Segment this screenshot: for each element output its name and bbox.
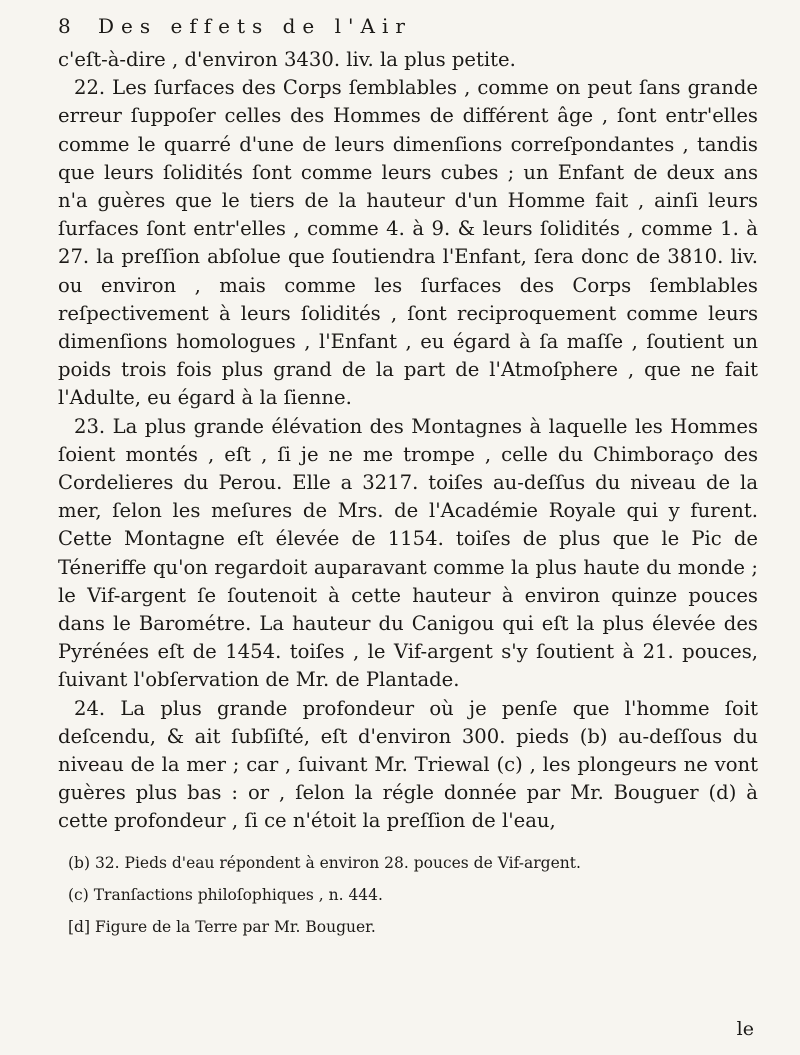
footnote-d: [d] Figure de la Terre par Mr. Bouguer. — [68, 917, 376, 936]
page-number: 8 — [58, 14, 71, 38]
page-header — [58, 14, 758, 44]
paragraph-24: 24. La plus grande profondeur où je penſe que l'homme ſoit deſcendu, & ait ſubſiſté, eſt d'environ 300. pieds (b) au-deſſous du niveau de la mer ; car , ſuivant Mr. Triewal (c) , les plongeurs ne vont guères plus bas : or , ſelon la régle donnée par Mr. Bouguer (d) à cette profondeur , ſi ce n'étoit la preſſion de l'eau, — [58, 696, 758, 833]
paragraph-continuation: c'eſt-à-dire , d'environ 3430. liv. la plus petite. — [58, 48, 516, 71]
running-title: Des effets de l'Air — [98, 14, 412, 38]
paragraph-23: 23. La plus grande élévation des Montagnes à laquelle les Hommes ſoient montés , eſt , ſi je ne me trompe , celle du Chimboraço des Cordelieres du Perou. Elle a 3217. toiſes au-deſſus du niveau de la mer, ſelon les meſures de Mrs. de l'Académie Royale qui y furent. Cette Montagne eſt élevée de 1154. toiſes de plus que le Pic de Téneriffe qu'on regardoit auparavant comme la plus haute du monde ; le Vif-argent ſe ſoutenoit à cette hauteur à environ quinze pouces dans le Barométre. La hauteur du Canigou qui eſt la plus élevée des Pyrénées eſt de 1454. toiſes , le Vif-argent s'y ſoutient à 21. pouces, ſuivant l'obſervation de Mr. de Plantade. — [58, 414, 758, 692]
book-page — [58, 14, 758, 1044]
body-text — [58, 46, 758, 836]
footnote-b: (b) 32. Pieds d'eau répondent à environ 28. pouces de Vif-argent. — [68, 853, 581, 872]
footnotes — [58, 852, 758, 938]
footnote-c: (c) Tranſactions philoſophiques , n. 444. — [68, 885, 383, 904]
paragraph-22: 22. Les ſurfaces des Corps ſemblables , comme on peut ſans grande erreur ſuppoſer celles des Hommes de différent âge , ſont entr'elles comme le quarré d'une de leurs dimenſions correſpondantes , tandis que leurs ſolidités ſont comme leurs cubes ; un Enfant de deux ans n'a guères que le tiers de la hauteur d'un Homme fait , ainſi leurs ſurfaces ſont entr'elles , comme 4. à 9. & leurs ſolidités , comme 1. à 27. la preſſion abſolue que ſoutiendra l'Enfant, ſera donc de 3810. liv. ou environ , mais comme les ſurfaces des Corps ſemblables reſpectivement à leurs ſolidités , ſont reciproquement comme leurs dimenſions homologues , l'Enfant , eu égard à ſa maſſe , ſoutient un poids trois fois plus grand de la part de l'Atmoſphere , que ne fait l'Adulte, eu égard à la ſienne. — [58, 76, 758, 410]
catchword: le — [736, 1018, 754, 1040]
